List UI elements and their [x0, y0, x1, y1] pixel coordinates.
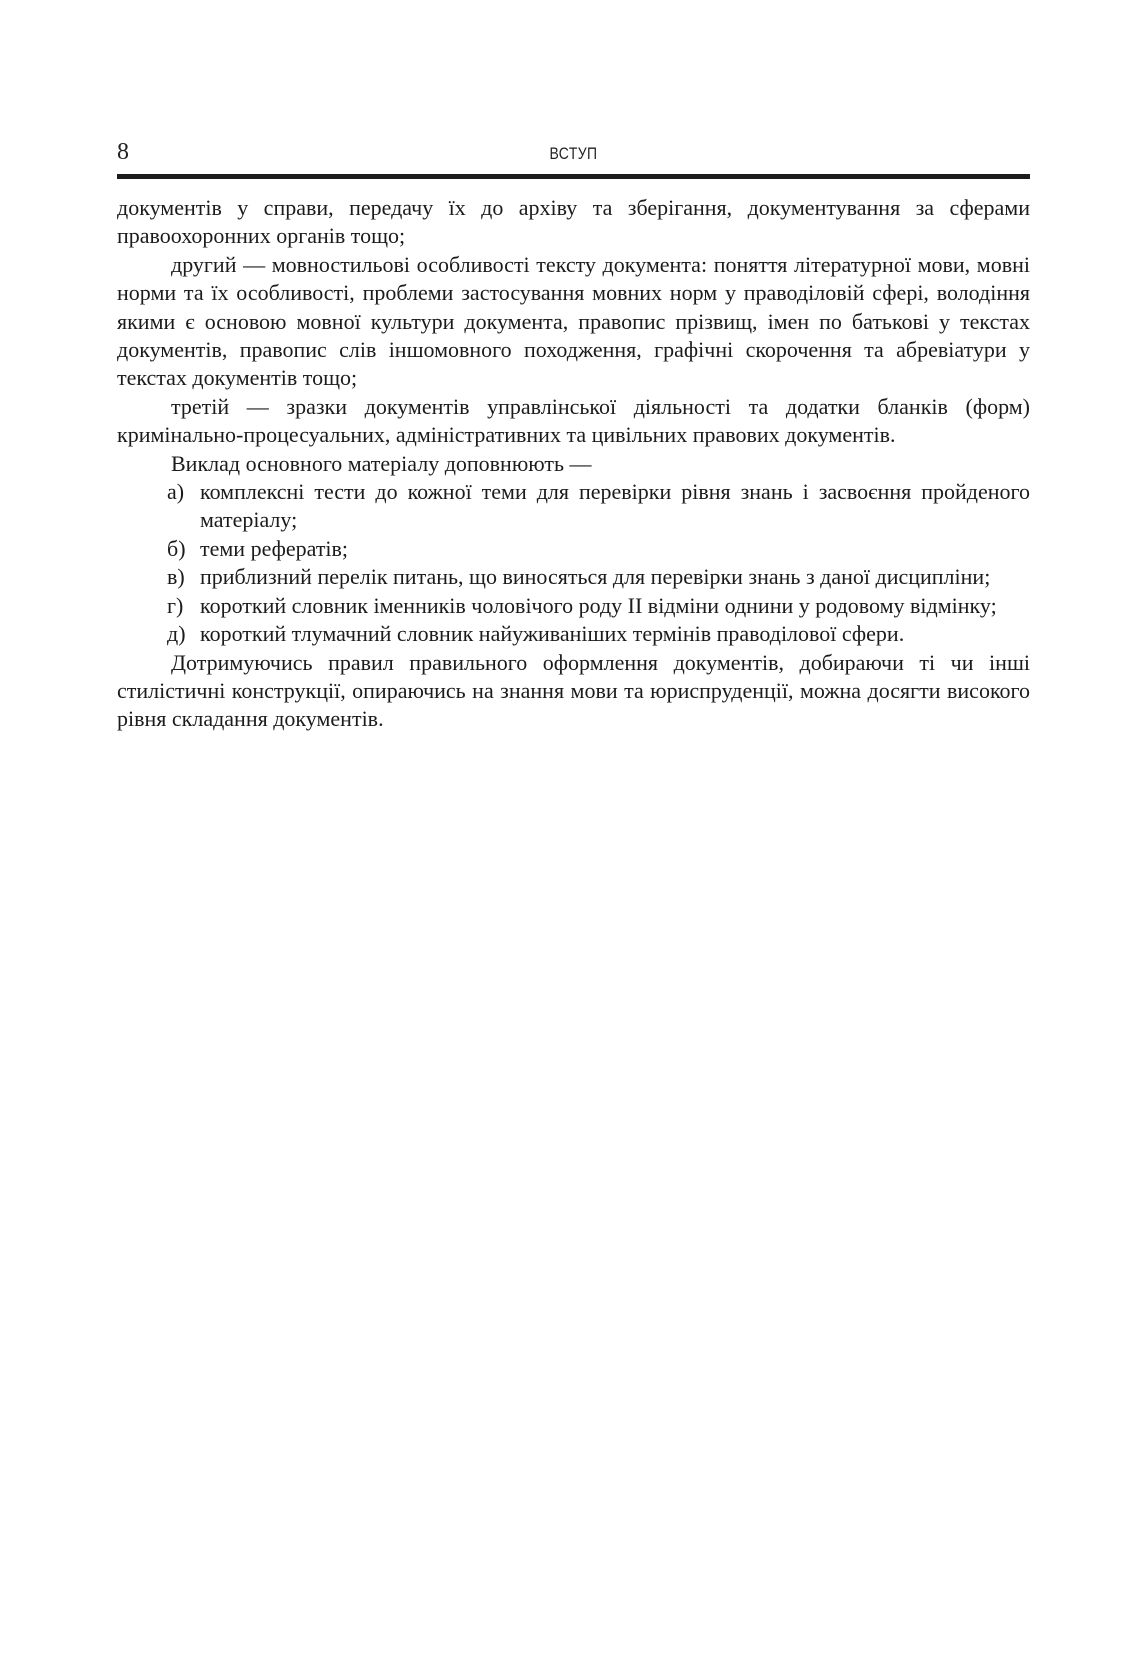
paragraph-second-part: другий — мовностильові особливості тексту документа: поняття літературної мови, мовні норми та їх особливості, проблеми застосування мовних норм у праводіловій сфері, володіння якими є основою мовної культури документа, правопис прізвищ, імен по батькові у текстах документів, правопис слів іншомовного походження, графічні скорочення та абревіатури у текстах документів тощо; [117, 251, 1030, 391]
list-marker: г) [167, 592, 184, 618]
header-title: ВСТУП [549, 144, 598, 163]
list-item-text: комплексні тести до кожної теми для перевірки рівня знань і засвоєння пройденого матеріалу; [200, 479, 1030, 533]
list-marker: в) [167, 564, 185, 590]
list-item-text: теми рефератів; [200, 535, 349, 561]
list-item [117, 478, 1030, 535]
page-number: 8 [117, 139, 129, 165]
list-item [117, 563, 1030, 591]
list-item [117, 592, 1030, 620]
paragraph-list-lead-in: Виклад основного матеріалу доповнюють — [171, 450, 592, 476]
paragraph-closing: Дотримуючись правил правильного оформлення документів, добираючи ті чи інші стилістичні конструкції, опираючись на знання мови та юриспруденції, можна досягти високого рівня складання документів. [117, 649, 1030, 732]
paragraph-continuation: документів у справи, передачу їх до архіву та зберігання, документування за сферами правоохоронних органів тощо; [117, 195, 1030, 249]
list-marker: б) [167, 535, 186, 561]
page-header [117, 138, 1030, 179]
paragraph-third-part: третій — зразки документів управлінської діяльності та додатки бланків (форм) кримінально-процесуальних, адміністративних та цивільних правових документів. [117, 393, 1030, 448]
body-text [117, 194, 1030, 734]
list-item-text: короткий тлумачний словник найуживаніших термінів праводілової сфери. [200, 621, 905, 647]
list-marker: д) [167, 621, 186, 647]
list-item [117, 620, 1030, 648]
list-item-text: приблизний перелік питань, що виносяться для перевірки знань з даної дисципліни; [200, 564, 991, 590]
list-item [117, 535, 1030, 563]
document-page [117, 138, 1030, 734]
list-marker: а) [167, 479, 185, 505]
list-item-text: короткий словник іменників чоловічого роду II відміни однини у родовому відмінку; [200, 592, 997, 618]
